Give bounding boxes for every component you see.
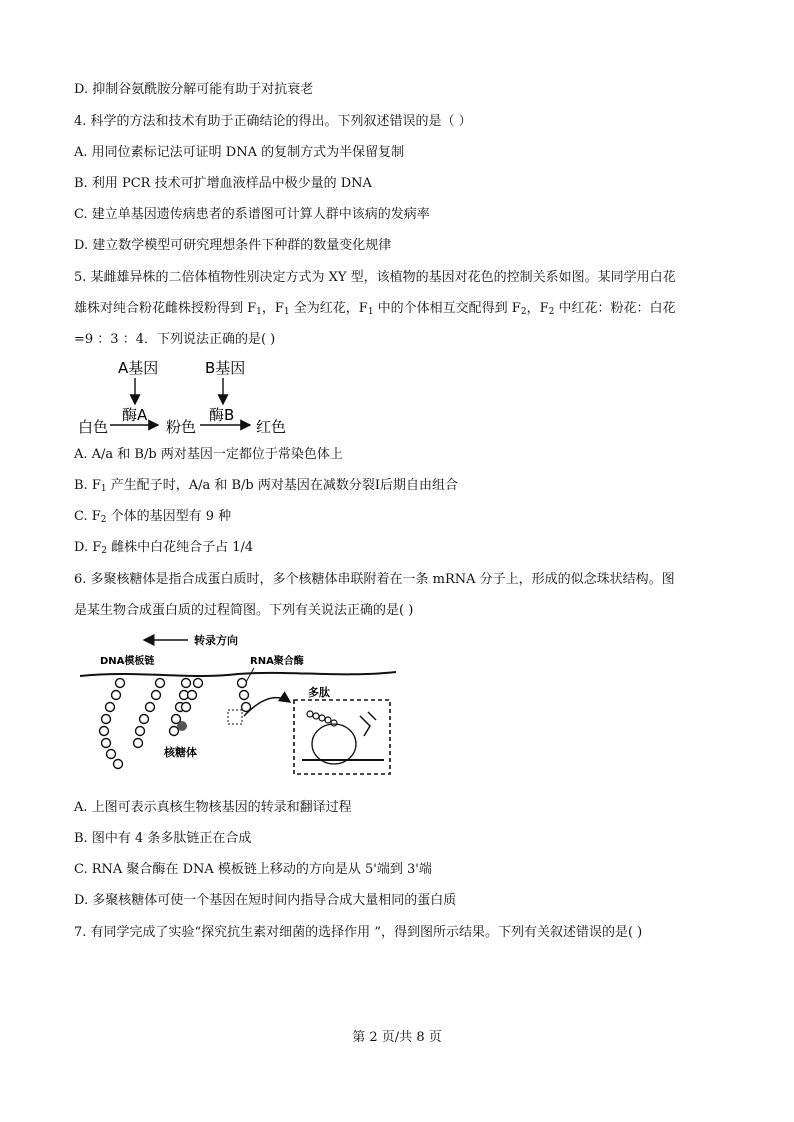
q5-option-b: B. $F_1$ 产生配子时，A/a 和 B/b 两对基因在减数分裂Ⅰ后期自由组合 (74, 478, 459, 494)
ribosome-marker (177, 721, 187, 731)
q5-option-d: D. $F_2$ 雌株中白花纯合子占 1/4 (74, 540, 254, 556)
zoom-trna (360, 712, 376, 736)
q6-option-c: C. RNA 聚合酶在 DNA 模板链上移动的方向是从 5'端到 3'端 (74, 862, 432, 877)
mrna-strand-5 (238, 679, 251, 712)
polypeptide-label: 多肽 (308, 686, 330, 699)
zoom-ribosome (312, 724, 356, 764)
dna-template-label: DNA模板链 (100, 656, 155, 667)
mrna-strand-2 (134, 679, 165, 748)
q4-option-b: B. 利用 PCR 技术可扩增血液样品中极少量的 DNA (74, 176, 372, 191)
q5-option-a: A. A/a 和 B/b 两对基因一定都位于常染色体上 (74, 447, 343, 462)
q5-stem-line3: =9 ：3 ：4．下列说法正确的是( ) (74, 332, 276, 347)
rna-polymerase-label: RNA聚合酶 (250, 656, 304, 667)
q7-stem: 7. 有同学完成了实验“探究抗生素对细菌的选择作用 ”，得到图所示结果。下列有关叙述错误的是( ) (74, 925, 643, 940)
red-color-label: 红色 (256, 418, 287, 436)
q5-option-c: C. $F_2$ 个体的基因型有 9 种 (74, 509, 232, 525)
mrna-strand-1 (100, 679, 125, 769)
q6-option-b: B. 图中有 4 条多肽链正在合成 (74, 831, 252, 846)
q5-stem-line1: 5. 某雌雄异株的二倍体植物性别决定方式为 XY 型，该植物的基因对花色的控制关系如图。某同学用白花 (74, 270, 676, 285)
highlight-box-small (228, 710, 242, 724)
polymerase-pointer (246, 668, 254, 682)
q6-stem-line1: 6. 多聚核糖体是指合成蛋白质时，多个核糖体串联附着在一条 mRNA 分子上，形成的似念珠状结构。图 (74, 572, 675, 587)
ribosome-label: 核糖体 (164, 746, 197, 759)
pink-color-label: 粉色 (166, 418, 197, 436)
q3-option-d: D. 抑制谷氨酰胺分解可能有助于对抗衰老 (74, 82, 314, 97)
q4-option-a: A. 用同位素标记法可证明 DNA 的复制方式为半保留复制 (74, 145, 405, 160)
q6-stem-line2: 是某生物合成蛋白质的过程简图。下列有关说法正确的是( ) (74, 603, 414, 618)
page-footer: 第 2 页/共 8 页 (352, 1030, 442, 1045)
q4-stem: 4. 科学的方法和技术有助于正确结论的得出。下列叙述错误的是（ ） (74, 114, 472, 129)
gene-a-label: A基因 (118, 359, 159, 377)
dna-template-strand (80, 672, 396, 676)
gene-b-label: B基因 (205, 359, 246, 377)
q4-option-d: D. 建立数学模型可研究理想条件下种群的数量变化规律 (74, 238, 392, 253)
q5-stem-line2: 雄株对纯合粉花雌株授粉得到 $F_1$，$F_1$ 全为红花，$F_1$ 中的个体相互交配得到 $F_2$，$F_2$ 中红花：粉花：白花 (74, 301, 676, 317)
flower-color-pathway-diagram (74, 352, 304, 436)
polyribosome-diagram (78, 628, 398, 778)
q4-option-c: C. 建立单基因遗传病患者的系谱图可计算人群中该病的发病率 (74, 207, 430, 222)
q6-option-d: D. 多聚核糖体可使一个基因在短时间内指导合成大量相同的蛋白质 (74, 893, 457, 908)
enzyme-b-label: 酶B (209, 406, 235, 424)
enzyme-a-label: 酶A (122, 406, 148, 424)
transcription-direction-label: 转录方向 (194, 634, 238, 647)
white-color-label: 白色 (78, 418, 109, 436)
q6-option-a: A. 上图可表示真核生物核基因的转录和翻译过程 (74, 800, 352, 815)
